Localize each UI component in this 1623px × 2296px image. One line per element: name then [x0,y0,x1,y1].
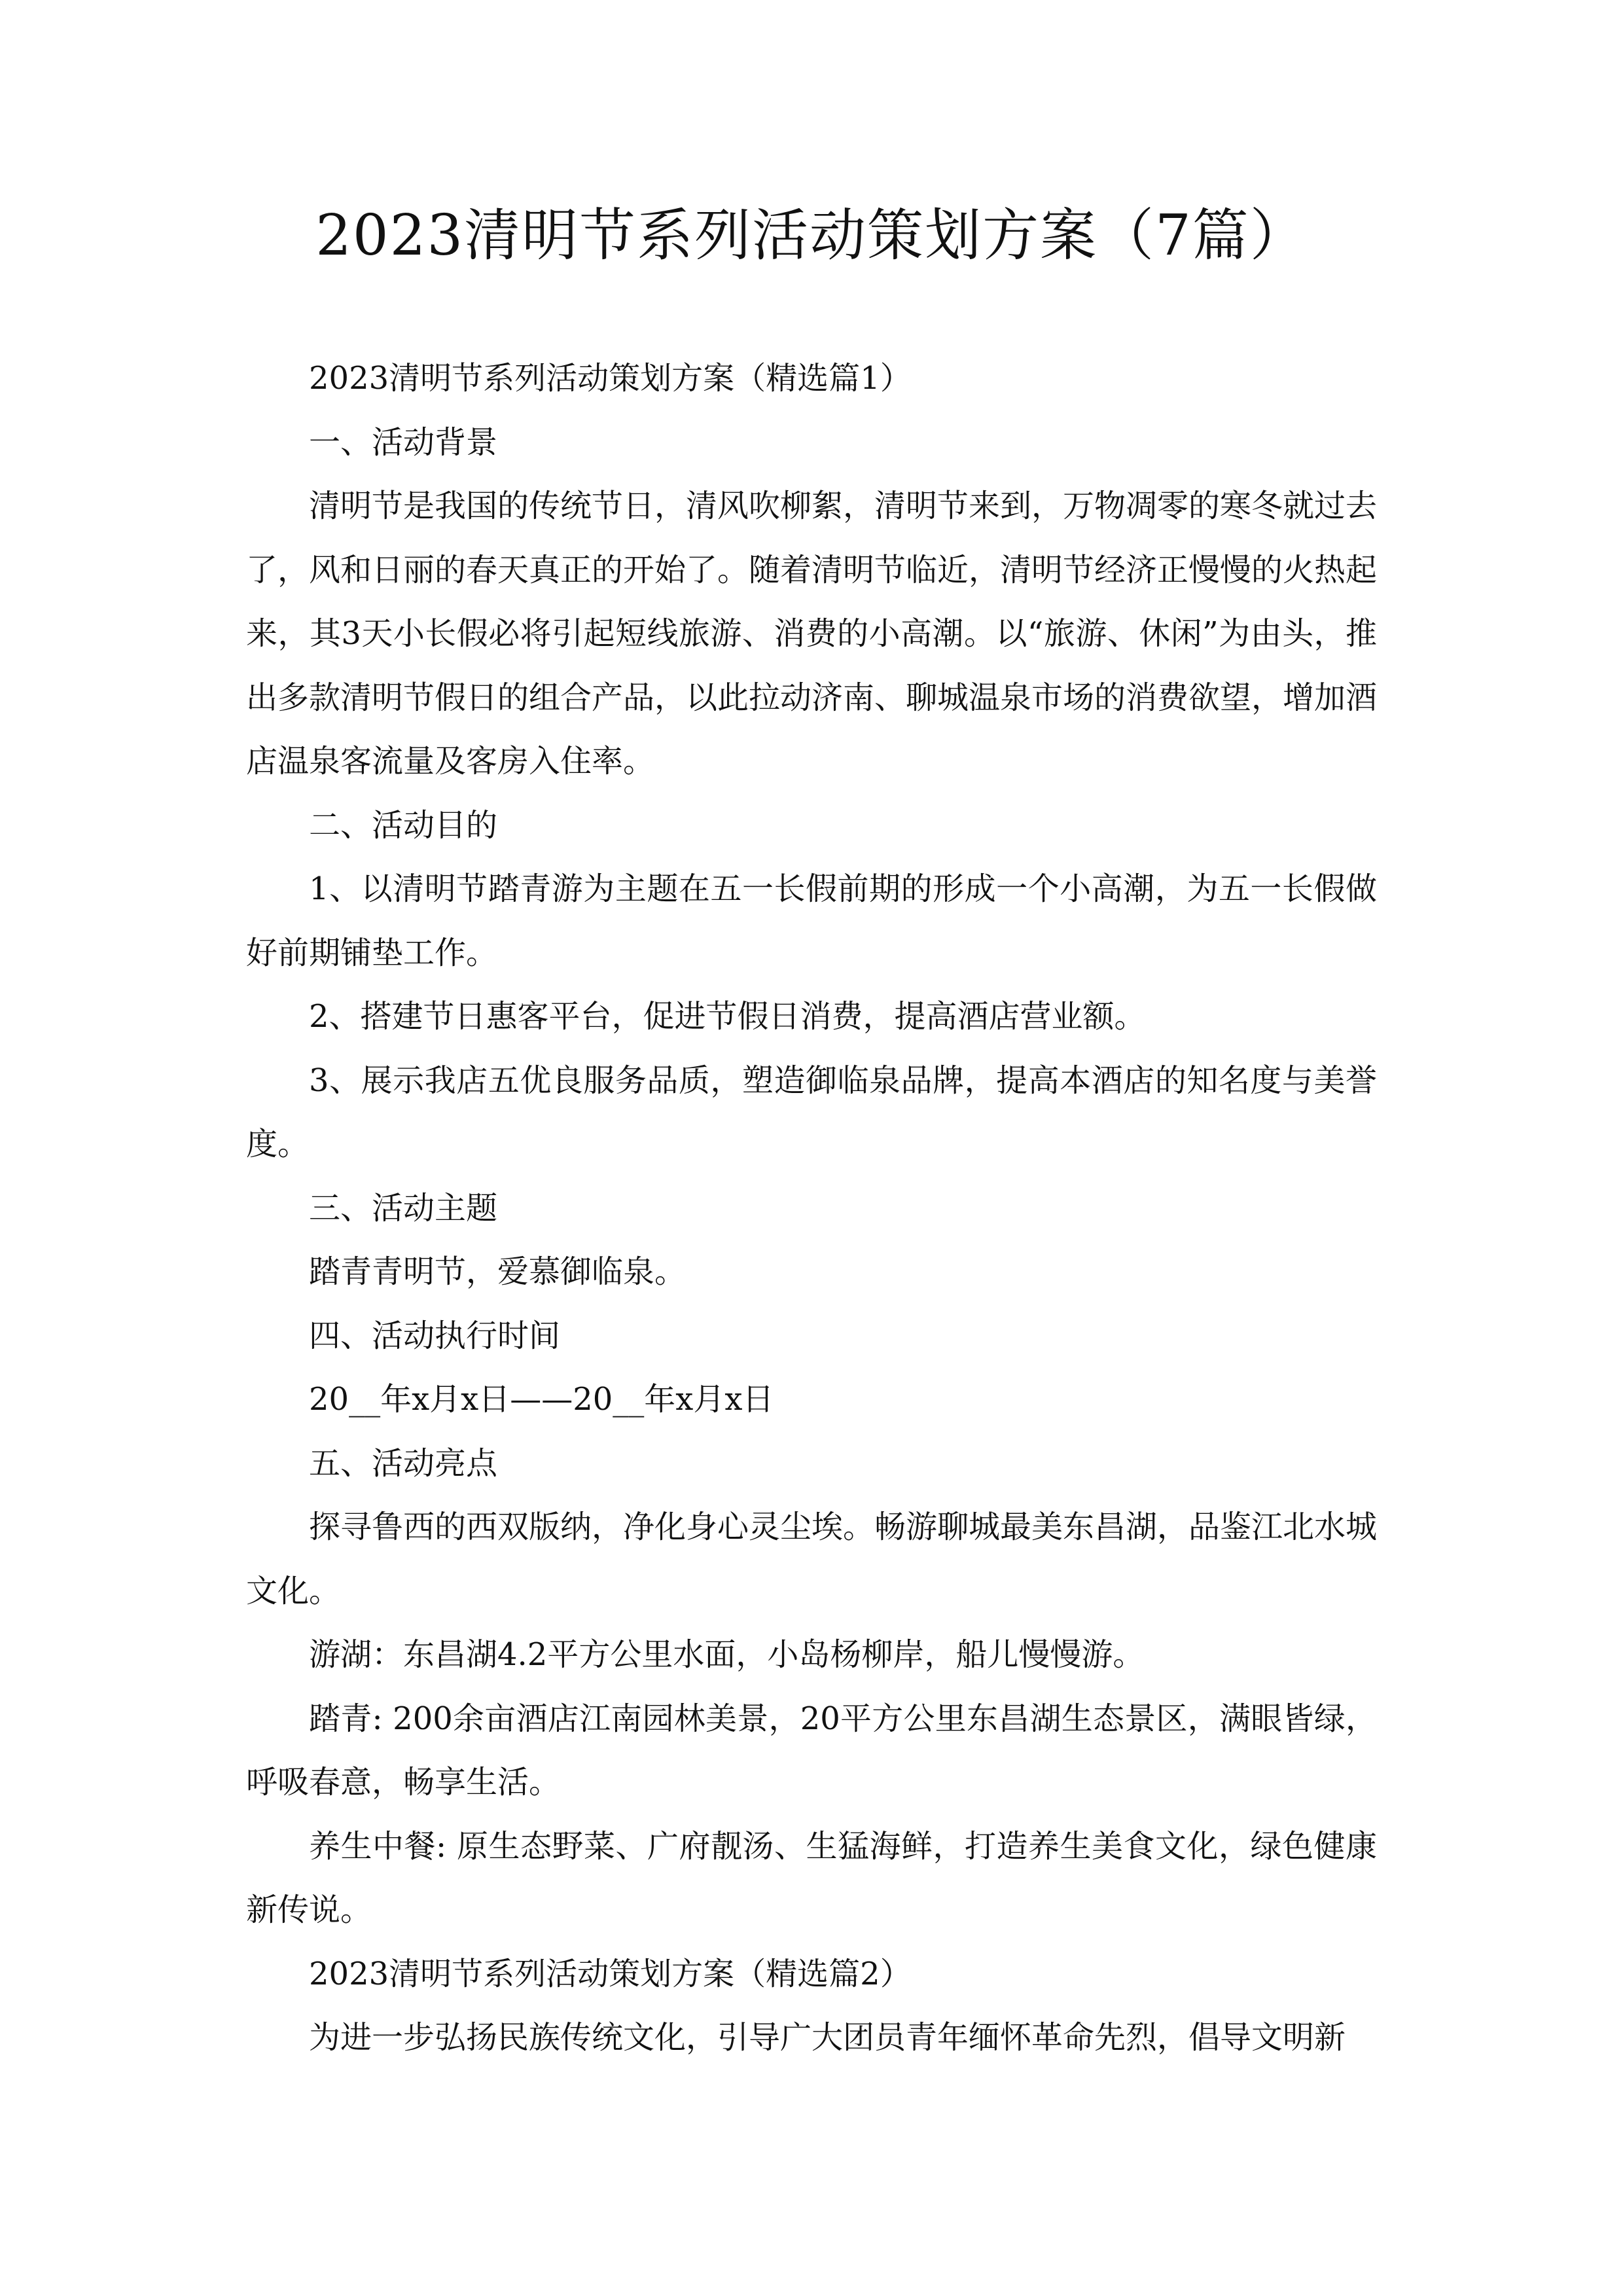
section-heading-part-1: 2023清明节系列活动策划方案（精选篇1） [309,360,912,397]
heading-activity-highlights: 五、活动亮点 [309,1444,498,1482]
highlight-spring-outing: 踏青: 200余亩酒店江南园林美景，20平方公里东昌湖生态景区，满眼皆绿，呼吸春意，畅享生活。 [246,1700,1377,1801]
paragraph-background-text: 清明节是我国的传统节日，清风吹柳絮，清明节来到，万物凋零的寒冬就过去了，风和日丽的春天真正的开始了。随着清明节临近，清明节经济正慢慢的火热起来，其3天小长假必将引起短线旅游、消费的小高潮。以“旅游、休闲”为由头，推出多款清明节假日的组合产品，以此拉动济南、聊城温泉市场的消费欲望，增加酒店温泉客流量及客房入住率。 [246,488,1378,780]
part-2-intro-text: 为进一步弘扬民族传统文化，引导广大团员青年缅怀革命先烈，倡导文明新 [309,2019,1346,2056]
activity-time-text: 20__年x月x日——20__年x月x日 [309,1381,774,1418]
highlight-lake-tour: 游湖：东昌湖4.2平方公里水面，小岛杨柳岸，船儿慢慢游。 [309,1636,1145,1673]
highlight-healthy-lunch: 养生中餐: 原生态野菜、广府靓汤、生猛海鲜，打造养生美食文化，绿色健康新传说。 [246,1827,1377,1928]
document-body [246,347,1377,2070]
section-heading-part-2: 2023清明节系列活动策划方案（精选篇2） [309,1955,912,1992]
purpose-item-2: 2、搭建节日惠客平台，促进节假日消费，提高酒店营业额。 [309,998,1146,1035]
heading-activity-theme: 三、活动主题 [309,1189,498,1227]
theme-text: 踏青青明节，爱慕御临泉。 [309,1253,687,1290]
highlights-intro: 探寻鲁西的西双版纳，净化身心灵尘埃。畅游聊城最美东昌湖，品鉴江北水城文化。 [246,1509,1378,1609]
purpose-item-3: 3、展示我店五优良服务品质，塑造御临泉品牌，提高本酒店的知名度与美誉度。 [246,1062,1377,1162]
heading-activity-purpose: 二、活动目的 [309,806,498,844]
purpose-item-1: 1、以清明节踏青游为主题在五一长假前期的形成一个小高潮，为五一长假做好前期铺垫工作。 [246,870,1377,971]
heading-activity-time: 四、活动执行时间 [309,1317,561,1354]
heading-activity-background: 一、活动背景 [309,423,498,461]
document-title: 2023清明节系列活动策划方案（7篇） [315,203,1308,268]
